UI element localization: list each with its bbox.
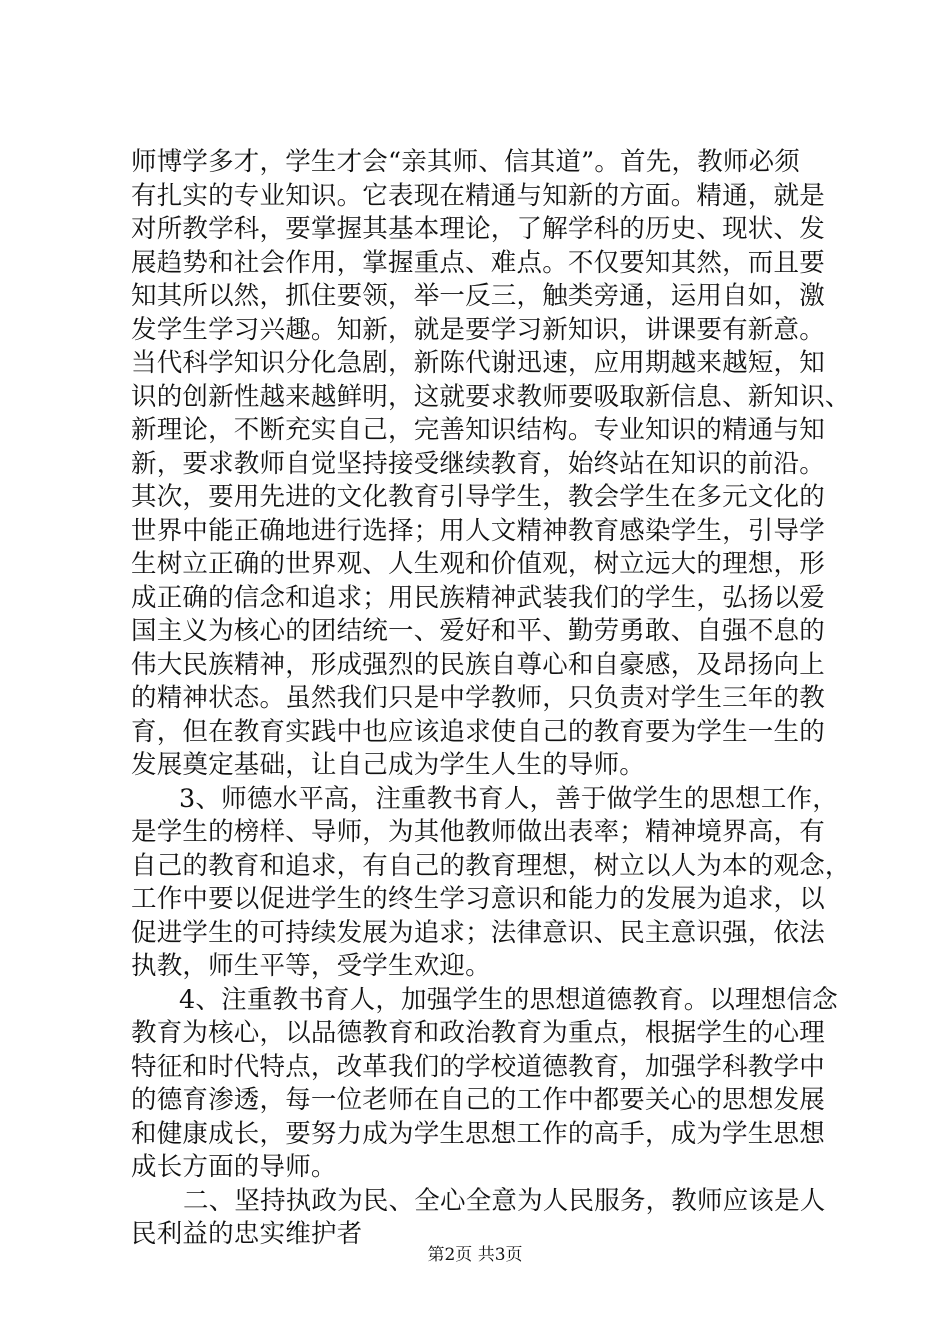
text-line: 世界中能正确地进行选择；用人文精神教育感染学生，引导学 (131, 515, 825, 546)
text-line: 教育为核心，以品德教育和政治教育为重点，根据学生的心理 (131, 1018, 825, 1048)
text-line: 成长方面的导师。 (131, 1152, 337, 1182)
text-line: 成正确的信念和追求；用民族精神武装我们的学生，弘扬以爱 (131, 582, 825, 613)
text-line: 有扎实的专业知识。它表现在精通与知新的方面。精通，就是 (131, 180, 825, 211)
text-line: 国主义为核心的团结统一、爱好和平、勤劳勇敢、自强不息的 (131, 616, 825, 646)
section-heading-cont: 民利益的忠实维护者 (131, 1219, 363, 1249)
page-number-footer: 第2页 共3页 (427, 1245, 523, 1265)
text-line: 其次，要用先进的文化教育引导学生，教会学生在多元文化的 (131, 482, 825, 512)
text-line: 特征和时代特点，改革我们的学校道德教育，加强学科教学中 (131, 1051, 825, 1082)
text-line: 的德育渗透，每一位老师在自己的工作中都要关心的思想发展 (131, 1085, 825, 1115)
text-line: 的精神状态。虽然我们只是中学教师，只负责对学生三年的教 (131, 683, 825, 713)
paragraph-3-start: 3、师德水平高，注重教书育人，善于做学生的思想工作， (179, 783, 838, 814)
text-line: 和健康成长，要努力成为学生思想工作的高手，成为学生思想 (131, 1118, 825, 1149)
text-line: 当代科学知识分化急剧，新陈代谢迅速，应用期越来越短，知 (131, 348, 825, 378)
text-line: 识的创新性越来越鲜明，这就要求教师要吸取新信息、新知识、 (131, 381, 851, 412)
text-line: 发展奠定基础，让自己成为学生人生的导师。 (131, 750, 646, 780)
text-line: 知其所以然，抓住要领，举一反三，触类旁通，运用自如，激 (131, 281, 825, 311)
section-heading: 二、坚持执政为民、全心全意为人民服务，教师应该是人 (183, 1185, 826, 1216)
text-line: 生树立正确的世界观、人生观和价值观，树立远大的理想，形 (131, 549, 825, 579)
text-line: 执教，师生平等，受学生欢迎。 (131, 951, 491, 981)
text-line: 育，但在教育实践中也应该追求使自己的教育要为学生一生的 (131, 716, 825, 747)
text-line: 工作中要以促进学生的终生学习意识和能力的发展为追求，以 (131, 884, 825, 914)
text-line: 新理论，不断充实自己，完善知识结构。专业知识的精通与知 (131, 415, 825, 445)
text-line: 发学生学习兴趣。知新，就是要学习新知识，讲课要有新意。 (131, 314, 825, 345)
text-line: 师博学多才，学生才会“亲其师、信其道”。首先，教师必须 (131, 147, 800, 177)
paragraph-4-start: 4、注重教书育人，加强学生的思想道德教育。以理想信念 (179, 984, 838, 1015)
text-line: 促进学生的可持续发展为追求；法律意识、民主意识强，依法 (131, 917, 825, 948)
text-line: 伟大民族精神，形成强烈的民族自尊心和自豪感，及昂扬向上 (131, 649, 825, 680)
text-line: 自己的教育和追求，有自己的教育理想，树立以人为本的观念， (131, 850, 851, 881)
text-line: 新，要求教师自觉坚持接受继续教育，始终站在知识的前沿。 (131, 448, 825, 479)
text-line: 是学生的榜样、导师，为其他教师做出表率；精神境界高，有 (131, 817, 825, 847)
text-line: 展趋势和社会作用，掌握重点、难点。不仅要知其然，而且要 (131, 247, 825, 278)
text-line: 对所教学科，要掌握其基本理论，了解学科的历史、现状、发 (131, 214, 825, 244)
document-body (131, 146, 851, 1252)
